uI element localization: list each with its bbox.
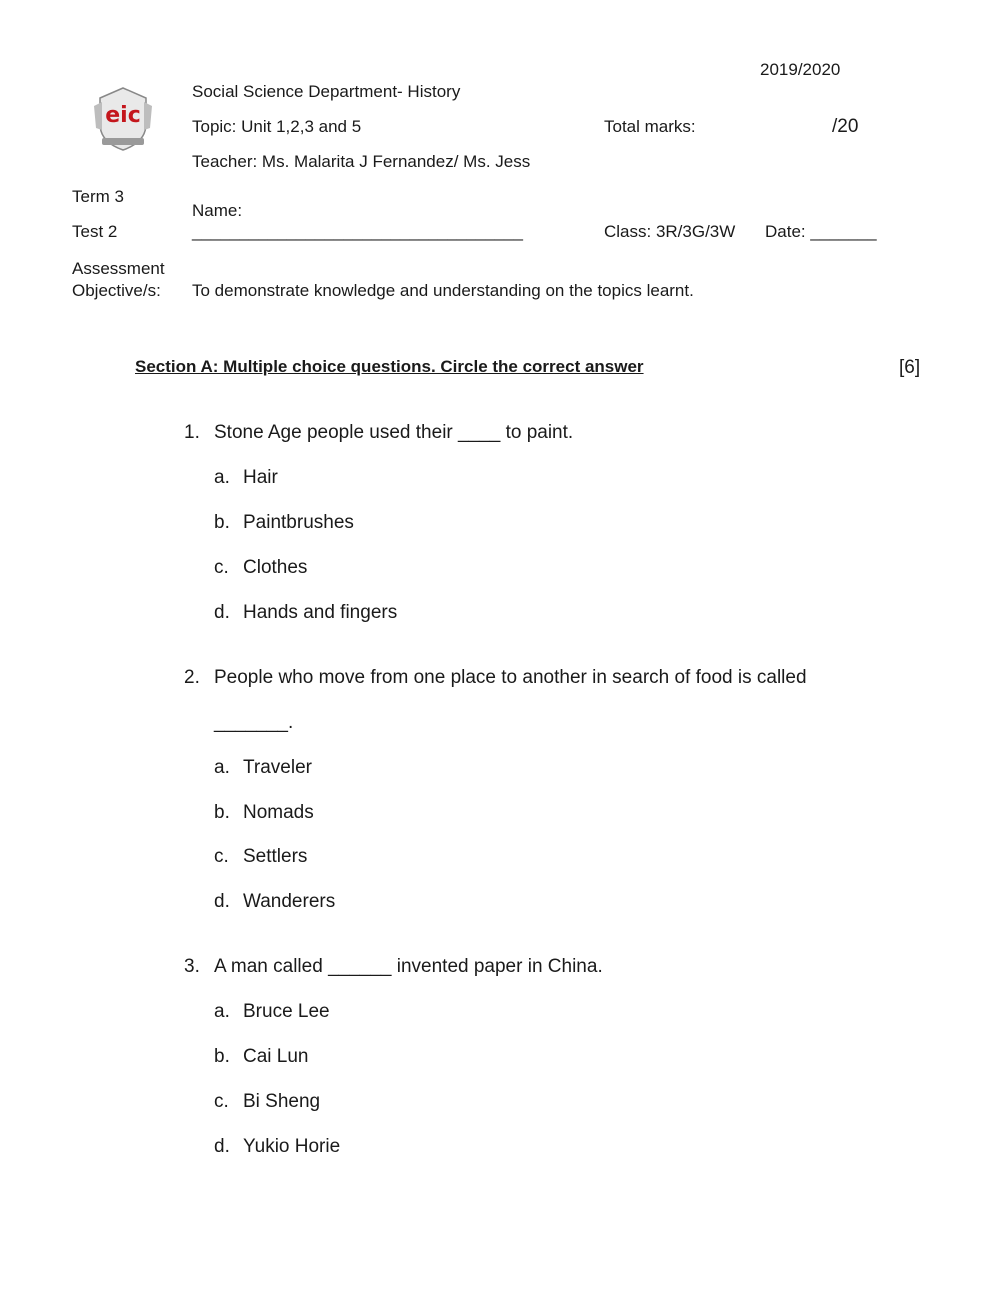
section-a-marks: [6] [899,357,921,378]
school-logo [92,84,154,152]
answer-option[interactable]: Hair [243,467,278,488]
option-letter: b. [214,1046,230,1067]
answer-option[interactable]: Paintbrushes [243,512,354,533]
total-marks-label: Total marks: [604,117,696,136]
question-number: 2. [184,667,200,688]
question-text: A man called ______ invented paper in China. [214,956,603,977]
department-line: Social Science Department- History [192,82,461,101]
option-letter: b. [214,512,230,533]
question-text: People who move from one place to another in search of food is called [214,667,807,688]
option-letter: a. [214,757,230,778]
option-letter: c. [214,557,229,578]
question-blank: _______. [214,712,294,733]
question-text: Stone Age people used their ____ to paint. [214,422,574,443]
teacher-line: Teacher: Ms. Malarita J Fernandez/ Ms. Jess [192,152,531,171]
answer-option[interactable]: Cai Lun [243,1046,309,1067]
option-letter: b. [214,802,230,823]
answer-option[interactable]: Wanderers [243,891,336,912]
objective-label: Objective/s: [72,281,161,300]
answer-option[interactable]: Clothes [243,557,308,578]
answer-option[interactable]: Nomads [243,802,314,823]
option-letter: c. [214,1091,229,1112]
option-letter: c. [214,846,229,867]
answer-option[interactable]: Hands and fingers [243,602,398,623]
answer-option[interactable]: Settlers [243,846,308,867]
answer-option[interactable]: Traveler [243,757,312,778]
logo-lettering: eic [105,103,141,128]
name-field[interactable]: ___________________________________ [192,222,523,241]
section-a-title: Section A: Multiple choice questions. Circle the correct answer [135,357,644,376]
objective-text: To demonstrate knowledge and understanding on the topics learnt. [192,281,694,300]
question-number: 3. [184,956,200,977]
answer-option[interactable]: Yukio Horie [243,1136,341,1157]
answer-option[interactable]: Bi Sheng [243,1091,321,1112]
option-letter: a. [214,467,230,488]
question-number: 1. [184,422,200,443]
option-letter: a. [214,1001,230,1022]
assessment-label: Assessment [72,259,165,278]
option-letter: d. [214,891,230,912]
total-marks-value: /20 [832,116,859,137]
option-letter: d. [214,1136,230,1157]
term-label: Term 3 [72,187,124,206]
test-label: Test 2 [72,222,118,241]
option-letter: d. [214,602,230,623]
date-field[interactable]: Date: _______ [765,222,877,241]
answer-option[interactable]: Bruce Lee [243,1001,330,1022]
class-label: Class: 3R/3G/3W [604,222,736,241]
topic-line: Topic: Unit 1,2,3 and 5 [192,117,362,136]
school-year: 2019/2020 [760,60,841,79]
name-label: Name: [192,201,243,220]
